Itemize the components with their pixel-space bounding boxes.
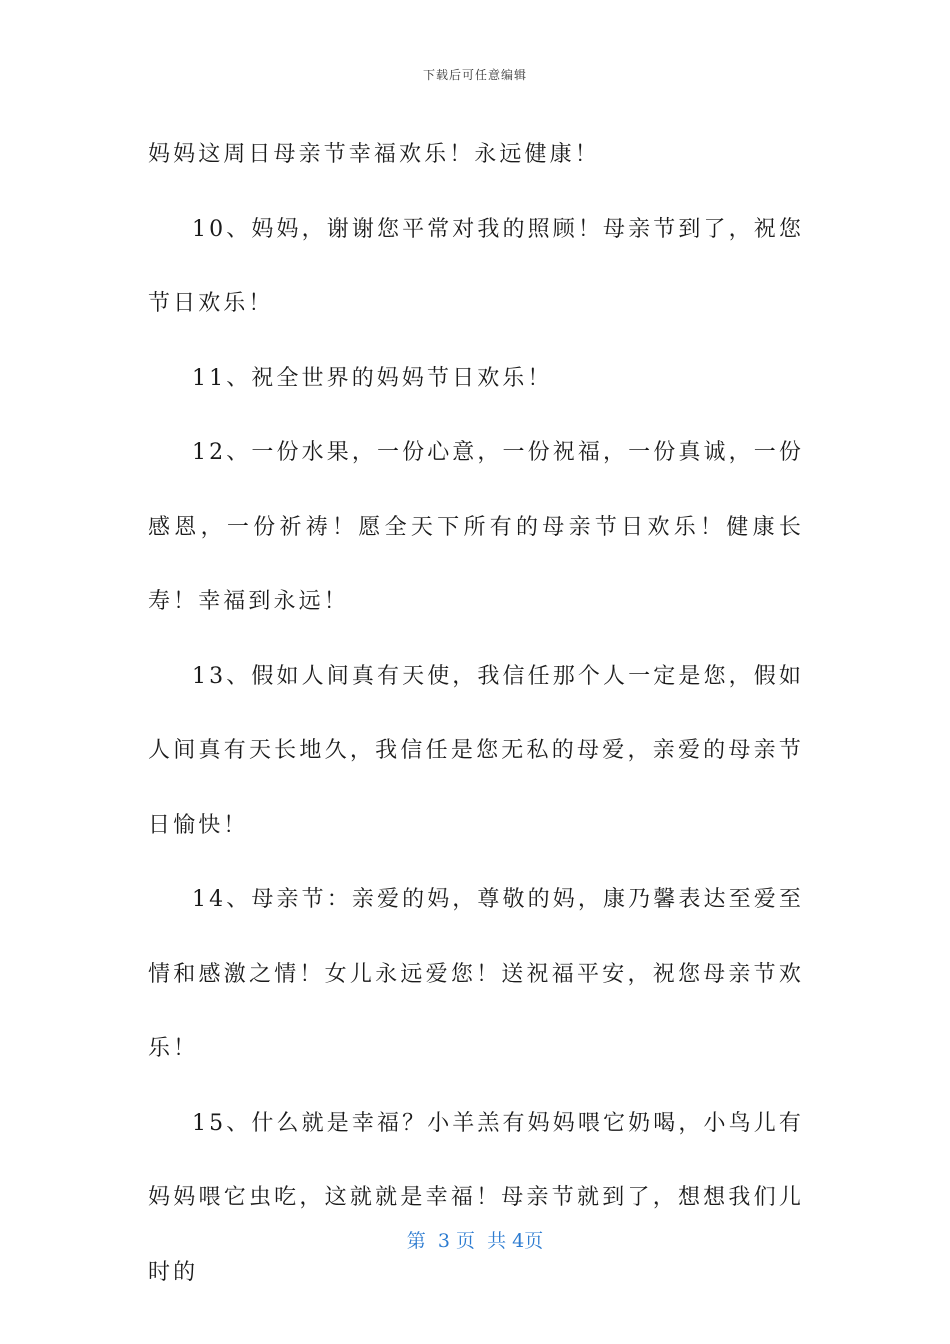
- paragraph-11: 11、祝全世界的妈妈节日欢乐！: [192, 365, 553, 391]
- paragraph-13: 13、假如人间真有天使，我信任那个人一定是您，假如人间真有天长地久，我信任是您无私的母爱，亲爱的母亲节日愉快！: [148, 663, 804, 838]
- page-header: 下载后可任意编辑: [422, 68, 527, 82]
- paragraph-14: 14、母亲节：亲爱的妈，尊敬的妈，康乃馨表达至爱至情和感激之情！女儿永远爱您！送祝福平安，祝您母亲节欢乐！: [148, 887, 804, 1061]
- paragraph-continued: 妈妈这周日母亲节幸福欢乐！永远健康！: [148, 142, 600, 167]
- page-number-footer: 第 3 页 共 4页: [406, 1230, 544, 1252]
- document-body: [148, 118, 804, 1310]
- paragraph-15: 15、什么就是幸福？小羊羔有妈妈喂它奶喝，小鸟儿有妈妈喂它虫吃，这就就是幸福！母亲节就到了，想想我们儿时的: [148, 1110, 804, 1285]
- paragraph-10: 10、妈妈，谢谢您平常对我的照顾！母亲节到了，祝您节日欢乐！: [148, 216, 804, 316]
- paragraph-12: 12、一份水果，一份心意，一份祝福，一份真诚，一份感恩，一份祈祷！愿全天下所有的母亲节日欢乐！健康长寿！幸福到永远！: [148, 440, 804, 614]
